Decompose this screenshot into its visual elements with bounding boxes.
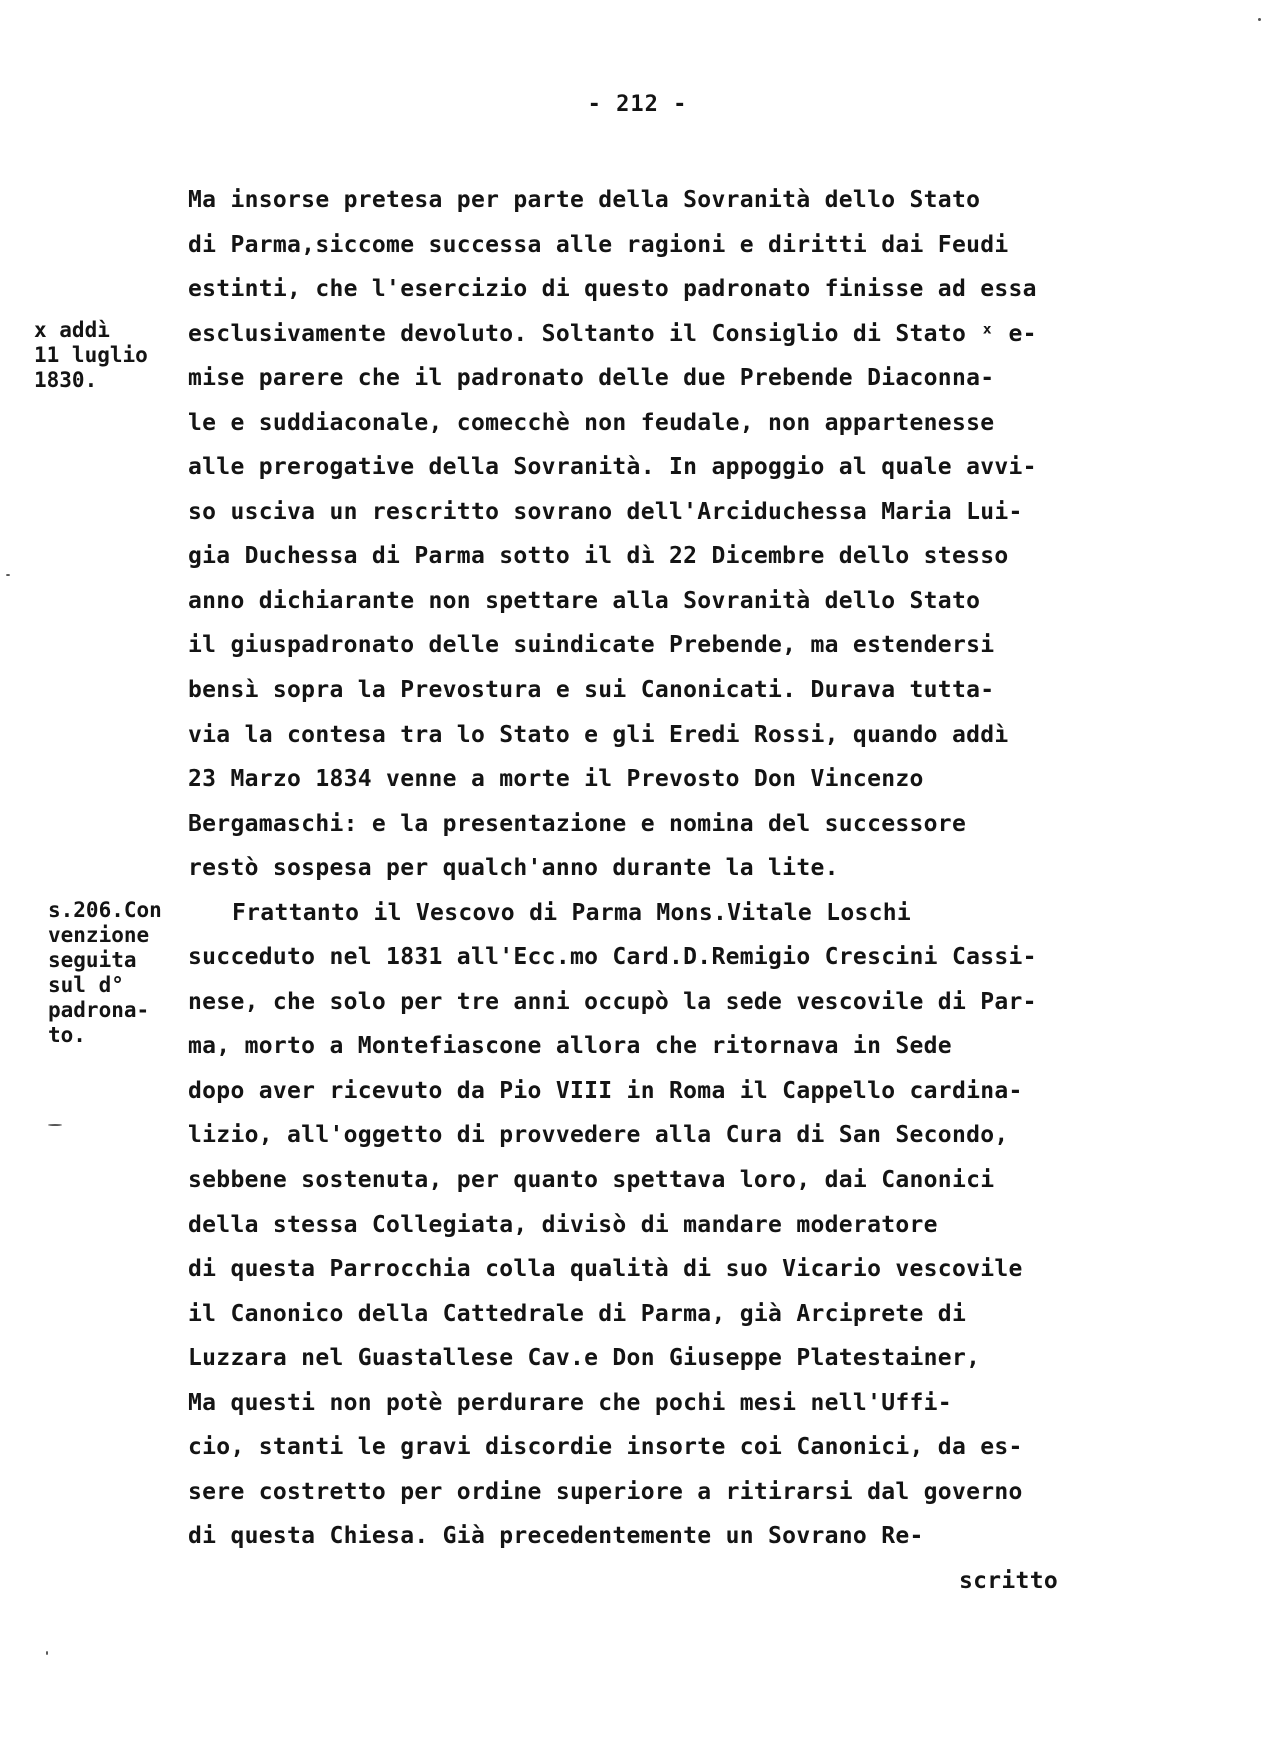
text-line: Ma questi non potè perdurare che pochi mesi nell'Uffi- bbox=[188, 1389, 952, 1416]
text-line: succeduto nel 1831 all'Ecc.mo Card.D.Remigio Crescini Cassi- bbox=[188, 944, 1037, 971]
text-line: 23 Marzo 1834 venne a morte il Prevosto Don Vincenzo bbox=[188, 766, 924, 793]
margin-note-date bbox=[34, 318, 148, 393]
text-line: il Canonico della Cattedrale di Parma, già Arciprete di bbox=[188, 1300, 967, 1327]
text-line: il giuspadronato delle suindicate Prebende, ma estendersi bbox=[188, 632, 995, 659]
text-line: restò sospesa per qualch'anno durante la lite. bbox=[188, 855, 839, 882]
text-line: bensì sopra la Prevostura e sui Canonicati. Durava tutta- bbox=[188, 677, 995, 704]
margin-note-line: seguita bbox=[48, 948, 137, 972]
text-line: sere costretto per ordine superiore a ritirarsi dal governo bbox=[188, 1478, 1023, 1505]
typed-body-text bbox=[188, 178, 1128, 1604]
text-line: cio, stanti le gravi discordie insorte coi Canonici, da es- bbox=[188, 1434, 1023, 1461]
text-line: le e suddiaconale, comecchè non feudale, non appartenesse bbox=[188, 409, 995, 436]
text-line: nese, che solo per tre anni occupò la sede vescovile di Par- bbox=[188, 988, 1037, 1015]
margin-note-line: padrona- bbox=[48, 998, 150, 1022]
text-line: via la contesa tra lo Stato e gli Eredi Rossi, quando addì bbox=[188, 721, 1009, 748]
margin-note-line: x addì bbox=[34, 318, 110, 342]
text-line: alle prerogative della Sovranità. In appoggio al quale avvi- bbox=[188, 454, 1037, 481]
text-line: anno dichiarante non spettare alla Sovranità dello Stato bbox=[188, 587, 981, 614]
margin-note-line: 11 luglio bbox=[34, 343, 148, 367]
text-line: mise parere che il padronato delle due Prebende Diaconna- bbox=[188, 365, 995, 392]
margin-note-line: s.206.Con bbox=[48, 898, 162, 922]
text-line: di questa Parrocchia colla qualità di suo Vicario vescovile bbox=[188, 1256, 1023, 1283]
page-number: - 212 - bbox=[587, 92, 688, 117]
text-line: so usciva un rescritto sovrano dell'Arciduchessa Maria Lui- bbox=[188, 498, 1023, 525]
text-line: Luzzara nel Guastallese Cav.e Don Giuseppe Platestainer, bbox=[188, 1345, 981, 1372]
text-line: di questa Chiesa. Già precedentemente un Sovrano Re- bbox=[188, 1523, 924, 1550]
margin-note-line: to. bbox=[48, 1023, 86, 1047]
scan-speck bbox=[1258, 18, 1261, 21]
margin-note-line: sul d° bbox=[48, 973, 124, 997]
text-line: ma, morto a Montefiascone allora che ritornava in Sede bbox=[188, 1033, 952, 1060]
margin-note-line: 1830. bbox=[34, 368, 98, 392]
text-line: esclusivamente devoluto. Soltanto il Consiglio di Stato ˣ e- bbox=[188, 320, 1037, 347]
catchword: scritto bbox=[958, 1567, 1058, 1594]
text-line: di Parma,siccome successa alle ragioni e diritti dai Feudi bbox=[188, 231, 1009, 258]
text-line: gia Duchessa di Parma sotto il dì 22 Dicembre dello stesso bbox=[188, 543, 1009, 570]
margin-note-line: venzione bbox=[48, 923, 150, 947]
margin-note-convention bbox=[48, 898, 162, 1048]
text-line-paragraph-start: Frattanto il Vescovo di Parma Mons.Vitale Loschi bbox=[232, 899, 912, 926]
text-line: estinti, che l'esercizio di questo padronato finisse ad essa bbox=[188, 276, 1037, 303]
text-line: Ma insorse pretesa per parte della Sovranità dello Stato bbox=[188, 187, 981, 213]
text-line: dopo aver ricevuto da Pio VIII in Roma il Cappello cardina- bbox=[188, 1077, 1023, 1104]
scan-speck bbox=[48, 1124, 62, 1126]
scan-speck bbox=[46, 1651, 48, 1655]
text-line: della stessa Collegiata, divisò di mandare moderatore bbox=[188, 1211, 938, 1238]
text-line: sebbene sostenuta, per quanto spettava loro, dai Canonici bbox=[188, 1167, 995, 1194]
text-line: lizio, all'oggetto di provvedere alla Cura di San Secondo, bbox=[188, 1122, 1009, 1149]
text-line: Bergamaschi: e la presentazione e nomina del successore bbox=[188, 810, 967, 837]
scan-speck bbox=[6, 574, 10, 576]
